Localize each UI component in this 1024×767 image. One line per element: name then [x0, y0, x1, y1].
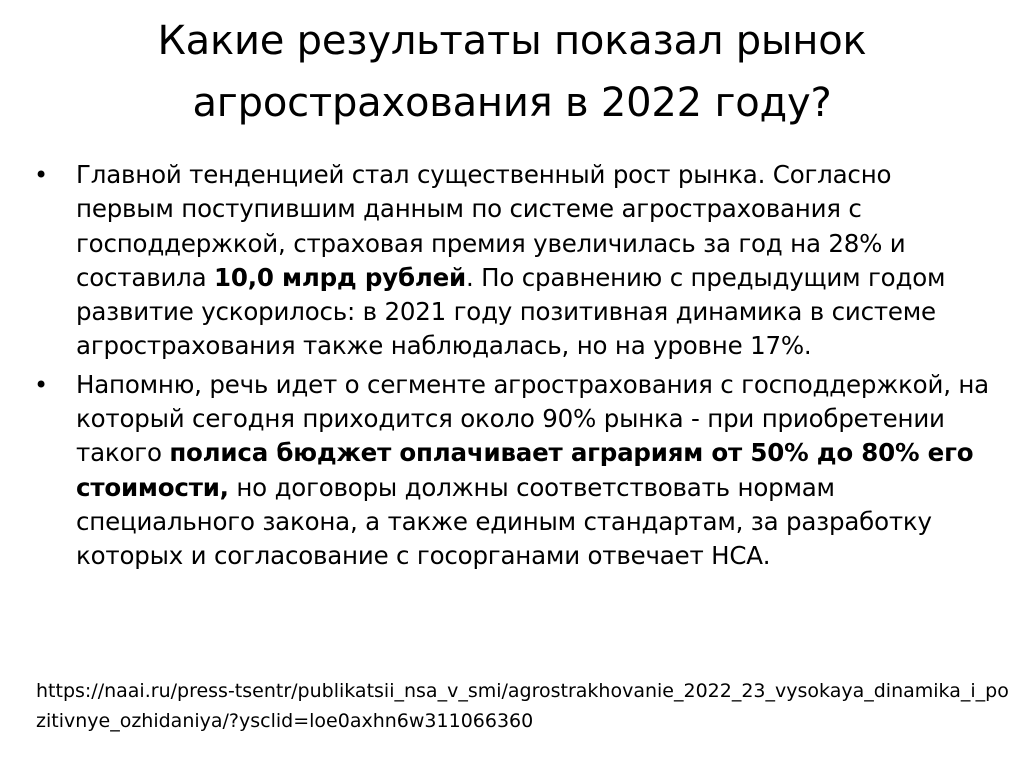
- bullet-text-part: Главной тенденцией стал существенный рост рынка. Согласно первым поступившим данным по системе агрострахования с господдержкой, страховая премия увеличилась за год на 28% и составила: [76, 160, 906, 292]
- bullet-item: [30, 368, 990, 574]
- bullet-item: [30, 158, 990, 364]
- bullet-text: [76, 160, 945, 360]
- source-link[interactable]: https://naai.ru/press-tsentr/publikatsii_nsa_v_smi/agrostrakhovanie_2022_23_vysokaya_dinamika_i_pozitivnye_ozhidaniya/?ysclid=loe0axhn6w311066360: [36, 680, 1009, 732]
- bullet-text-part: но договоры должны соответствовать нормам специального закона, а также единым стандартам, за разработку которых и согласование с госорганами отвечает НСА.: [76, 472, 932, 571]
- bullet-bold-text: полиса бюджет оплачивает аграриям от 50% до 80% его стоимости,: [76, 438, 974, 502]
- bullet-text: [76, 370, 989, 570]
- bullet-list: [30, 158, 990, 578]
- bullet-icon: •: [34, 161, 48, 189]
- bullet-bold-text: 10,0 млрд рублей: [214, 262, 466, 292]
- bullet-icon: •: [34, 370, 48, 399]
- slide-title: Какие результаты показал рынок агрострахования в 2022 году?: [157, 18, 867, 126]
- bullet-text-part: Напомню, речь идет о сегменте агрострахования с господдержкой, на который сегодня приходится около 90% рынка - при приобретении такого: [76, 369, 989, 468]
- bullet-text-part: . По сравнению с предыдущим годом развитие ускорилось: в 2021 году позитивная динамика в системе агрострахования также наблюдалась, но на уровне 17%.: [76, 262, 946, 361]
